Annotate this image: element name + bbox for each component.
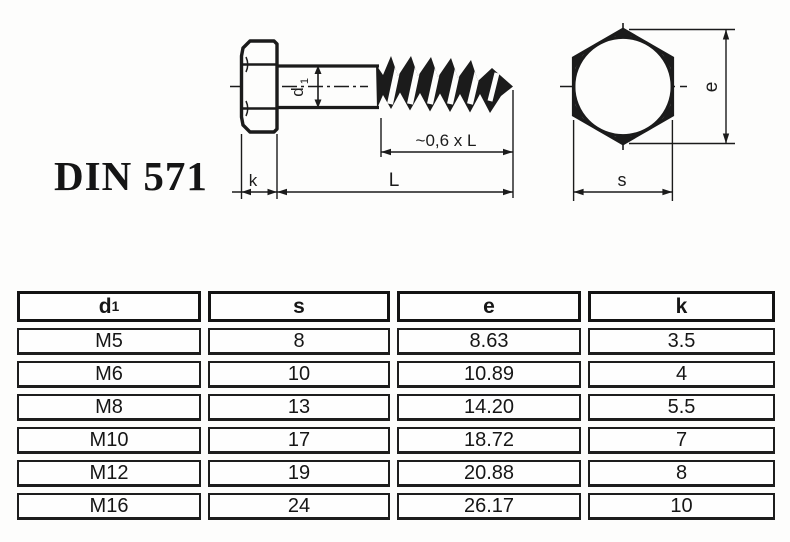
L-dim-label: L bbox=[388, 170, 400, 191]
s-dim-label: s bbox=[617, 170, 627, 190]
cell-d1: M12 bbox=[17, 460, 201, 487]
cell-s: 8 bbox=[208, 328, 390, 355]
arrowhead bbox=[268, 189, 278, 195]
cell-k: 5.5 bbox=[588, 394, 775, 421]
arrowhead bbox=[381, 149, 391, 155]
cell-e: 18.72 bbox=[397, 427, 581, 454]
screw-top-view bbox=[560, 23, 735, 201]
cell-s: 24 bbox=[208, 493, 390, 520]
cell-k: 10 bbox=[588, 493, 775, 520]
e-dim-label: e bbox=[701, 81, 722, 93]
thread-length-label: ~0,6 x L bbox=[415, 131, 477, 150]
arrowhead bbox=[723, 134, 729, 144]
col-header-e: e bbox=[397, 291, 581, 322]
k-dim-label: k bbox=[248, 171, 258, 190]
d1-dim-label-sub: 1 bbox=[299, 77, 311, 85]
col-header-d1: d 1 bbox=[17, 291, 201, 322]
cell-k: 4 bbox=[588, 361, 775, 388]
arrowhead bbox=[277, 189, 287, 195]
hex-head-side bbox=[242, 41, 278, 132]
cell-s: 13 bbox=[208, 394, 390, 421]
screw-side-view bbox=[230, 41, 513, 199]
hex-outline bbox=[574, 30, 673, 144]
cell-e: 26.17 bbox=[397, 493, 581, 520]
arrowhead bbox=[723, 30, 729, 40]
cell-k: 7 bbox=[588, 427, 775, 454]
arrowhead bbox=[574, 189, 584, 195]
cell-d1: M5 bbox=[17, 328, 201, 355]
cell-e: 10.89 bbox=[397, 361, 581, 388]
col-header-s: s bbox=[208, 291, 390, 322]
cell-e: 8.63 bbox=[397, 328, 581, 355]
arrowhead bbox=[662, 189, 672, 195]
cell-s: 10 bbox=[208, 361, 390, 388]
arrowhead bbox=[503, 149, 513, 155]
cell-d1: M16 bbox=[17, 493, 201, 520]
col-header-k: k bbox=[588, 291, 775, 322]
page-title: DIN 571 bbox=[54, 153, 208, 199]
cell-d1: M6 bbox=[17, 361, 201, 388]
col-header-d1-text: d bbox=[98, 294, 112, 318]
spec-table bbox=[17, 291, 775, 520]
cell-d1: M10 bbox=[17, 427, 201, 454]
cell-e: 14.20 bbox=[397, 394, 581, 421]
d1-dim-label: d bbox=[288, 87, 307, 97]
cell-k: 8 bbox=[588, 460, 775, 487]
cell-k: 3.5 bbox=[588, 328, 775, 355]
cell-e: 20.88 bbox=[397, 460, 581, 487]
arrowhead bbox=[503, 189, 513, 195]
cell-s: 17 bbox=[208, 427, 390, 454]
cell-d1: M8 bbox=[17, 394, 201, 421]
cell-s: 19 bbox=[208, 460, 390, 487]
